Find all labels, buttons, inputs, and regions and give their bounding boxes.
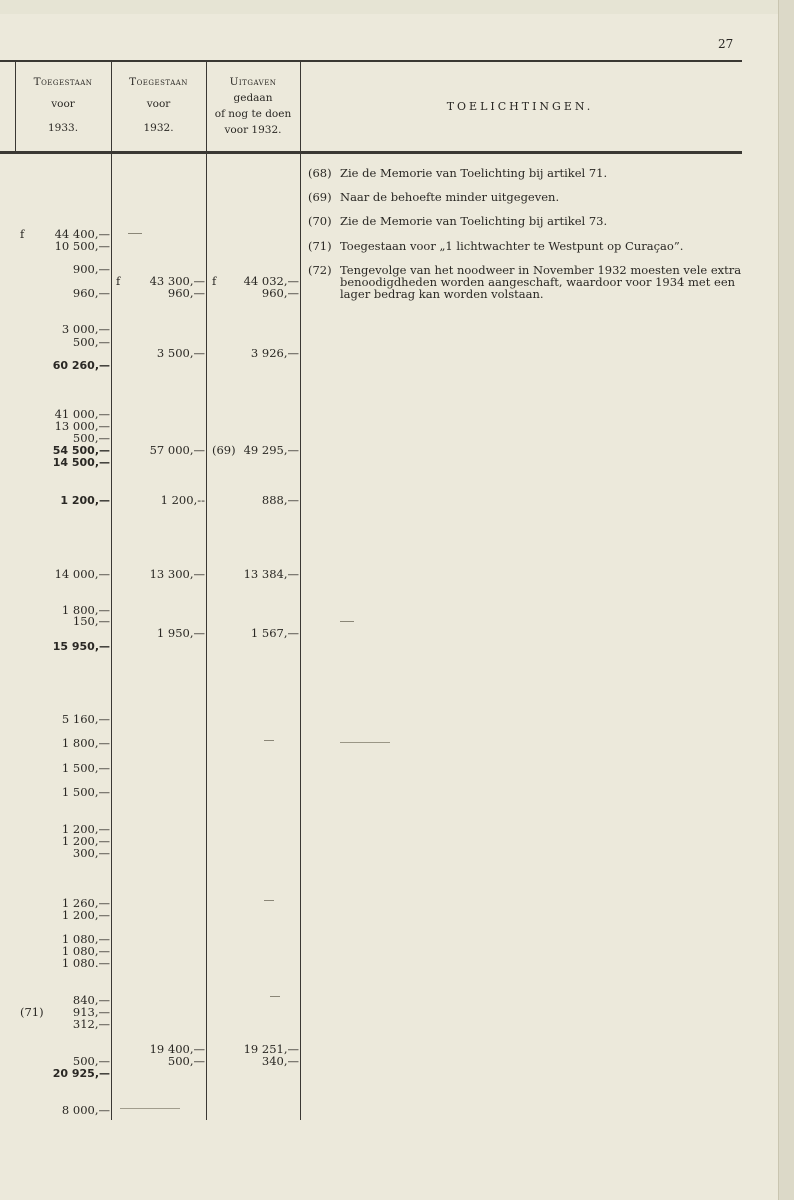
amount-cell: 13 300,— bbox=[149, 567, 205, 581]
amount-cell: 43 300,— bbox=[149, 274, 205, 288]
note-number: (71) bbox=[308, 239, 332, 253]
amount-cell: 1 500,— bbox=[61, 761, 110, 775]
note-text: Naar de behoefte minder uitgegeven. bbox=[340, 190, 560, 204]
amount-cell: 1 567,— bbox=[250, 626, 299, 640]
header-col1-line2: voor bbox=[51, 98, 75, 110]
amount-cell: 340,— bbox=[261, 1054, 299, 1068]
amount-cell: 960,— bbox=[167, 286, 205, 300]
amount-cell: 19 400,— bbox=[149, 1042, 205, 1056]
header-col1-line3: 1933. bbox=[47, 122, 79, 134]
dash-mark bbox=[340, 742, 390, 743]
amount-cell: 500,— bbox=[72, 431, 110, 445]
header-col2-line2: voor bbox=[146, 98, 171, 110]
amount-cell: 300,— bbox=[72, 846, 110, 860]
page-edge bbox=[778, 0, 794, 1200]
amount-cell: 54 500,— bbox=[52, 444, 110, 457]
amount-cell: 44 400,— bbox=[54, 227, 110, 241]
amount-cell: 13 384,— bbox=[243, 567, 299, 581]
header-col1 bbox=[15, 76, 111, 135]
amount-cell: 1 500,— bbox=[61, 785, 110, 799]
header-col3 bbox=[206, 74, 300, 138]
amount-cell: 1 200,— bbox=[61, 908, 110, 922]
amount-cell: 19 251,— bbox=[243, 1042, 299, 1056]
header-col3-line4: voor 1932. bbox=[224, 124, 282, 136]
amount-cell: 1 200,— bbox=[61, 834, 110, 848]
amount-cell: 20 925,— bbox=[52, 1067, 110, 1080]
dash-mark bbox=[264, 740, 274, 741]
note-number: (72) bbox=[308, 263, 332, 277]
note-text: Zie de Memorie van Toelichting bij artikel 73. bbox=[340, 214, 608, 228]
header-col3-line2: gedaan bbox=[233, 92, 273, 104]
amount-cell: 5 160,— bbox=[61, 712, 110, 726]
note-number: (68) bbox=[308, 166, 332, 180]
header-col1-line1: Toegestaan bbox=[33, 76, 93, 88]
amount-cell: 500,— bbox=[72, 335, 110, 349]
amount-cell: 900,— bbox=[72, 262, 110, 276]
amount-cell: 960,— bbox=[72, 286, 110, 300]
dash-mark bbox=[264, 900, 274, 901]
amount-cell: 14 000,— bbox=[54, 567, 110, 581]
amount-cell: 960,— bbox=[261, 286, 299, 300]
amount-cell: 3 000,— bbox=[61, 322, 110, 336]
amount-cell: 888,— bbox=[261, 493, 299, 507]
amount-cell: 8 000,— bbox=[61, 1103, 110, 1117]
amount-cell: 49 295,— bbox=[243, 443, 299, 457]
amount-cell: 57 000,— bbox=[149, 443, 205, 457]
amount-cell: 10 500,— bbox=[54, 239, 110, 253]
amount-cell: 1 950,— bbox=[156, 626, 205, 640]
amount-cell: 312,— bbox=[72, 1017, 110, 1031]
dash-mark bbox=[270, 996, 280, 997]
amount-cell: 41 000,— bbox=[54, 407, 110, 421]
header-col2-line3: 1932. bbox=[143, 122, 174, 134]
amount-cell: 1 800,— bbox=[61, 736, 110, 750]
page-number: 27 bbox=[718, 37, 734, 51]
amount-cell: 14 500,— bbox=[52, 456, 110, 469]
header-col2 bbox=[111, 76, 206, 135]
amount-cell: 1 200,— bbox=[60, 494, 110, 507]
amount-cell: 44 032,— bbox=[243, 274, 299, 288]
col-divider-1 bbox=[111, 60, 112, 1120]
currency-mark: f bbox=[116, 274, 121, 288]
header-col3-line1: Uitgaven bbox=[229, 76, 277, 88]
dash-mark bbox=[120, 1108, 180, 1109]
note-text: Toegestaan voor „1 lichtwachter te Westpunt op Curaçao”. bbox=[340, 239, 684, 253]
amount-cell: 1 200,— bbox=[61, 822, 110, 836]
amount-cell: 150,— bbox=[72, 614, 110, 628]
currency-mark: f bbox=[212, 274, 217, 288]
dash-mark bbox=[128, 233, 142, 234]
col-divider-3 bbox=[300, 60, 301, 1120]
currency-mark: f bbox=[20, 227, 25, 241]
header-col2-line1: Toegestaan bbox=[129, 76, 188, 88]
note-text: Zie de Memorie van Toelichting bij artikel 71. bbox=[340, 166, 608, 180]
amount-cell: 1 800,— bbox=[61, 603, 110, 617]
amount-cell: 500,— bbox=[72, 1054, 110, 1068]
amount-cell: 1 080.— bbox=[61, 956, 110, 970]
amount-cell: 3 500,— bbox=[156, 346, 205, 360]
amount-cell: 1 080,— bbox=[61, 944, 110, 958]
col-divider-2 bbox=[206, 60, 207, 1120]
amount-cell: 500,— bbox=[167, 1054, 205, 1068]
amount-cell: 1 200,-- bbox=[160, 493, 205, 507]
header-col3-line3: of nog te doen bbox=[214, 108, 292, 120]
amount-cell: 913,— bbox=[72, 1005, 110, 1019]
amount-cell: 3 926,— bbox=[250, 346, 299, 360]
note-number: (69) bbox=[308, 190, 332, 204]
note-reference: (71) bbox=[20, 1005, 44, 1019]
amount-cell: 15 950,— bbox=[52, 640, 110, 653]
note-text: Tengevolge van het noodweer in November 1932 moesten vele extra benoodigdheden worden aangeschaft, waardoor voor 1934 met een lager bedrag kan worden volstaan. bbox=[340, 263, 742, 301]
note-reference: (69) bbox=[212, 443, 236, 457]
dash-mark bbox=[340, 621, 354, 622]
header-col4-title: TOELICHTINGEN. bbox=[446, 100, 594, 113]
note-number: (70) bbox=[308, 214, 332, 228]
amount-cell: 1 260,— bbox=[61, 896, 110, 910]
amount-cell: 13 000,— bbox=[54, 419, 110, 433]
amount-cell: 1 080,— bbox=[61, 932, 110, 946]
amount-cell: 60 260,— bbox=[52, 359, 110, 372]
amount-cell: 840,— bbox=[72, 993, 110, 1007]
